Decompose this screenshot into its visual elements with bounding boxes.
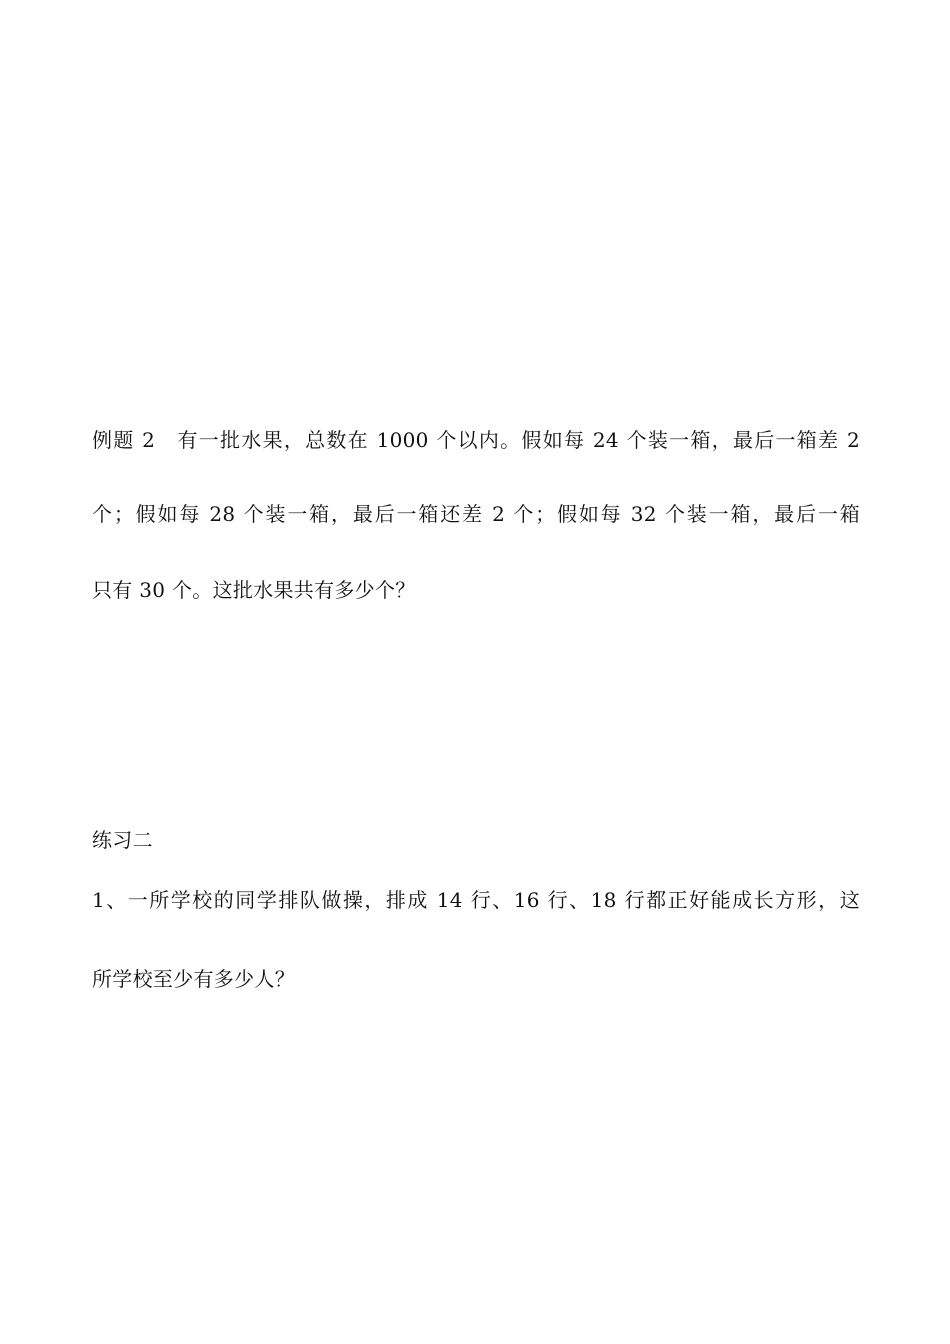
exercise-2-problem-1-line-1: 1、一所学校的同学排队做操，排成 14 行、16 行、18 行都正好能成长方形，这 bbox=[92, 888, 860, 912]
example-2-line-2: 个；假如每 28 个装一箱，最后一箱还差 2 个；假如每 32 个装一箱，最后一箱 bbox=[92, 502, 860, 526]
example-2-line-3: 只有 30 个。这批水果共有多少个？ bbox=[92, 578, 416, 602]
example-2-line-1: 例题 2 有一批水果，总数在 1000 个以内。假如每 24 个装一箱，最后一箱差 2 bbox=[92, 428, 860, 452]
exercise-2-heading: 练习二 bbox=[92, 828, 153, 852]
exercise-2-problem-1-line-2: 所学校至少有多少人？ bbox=[92, 967, 295, 991]
